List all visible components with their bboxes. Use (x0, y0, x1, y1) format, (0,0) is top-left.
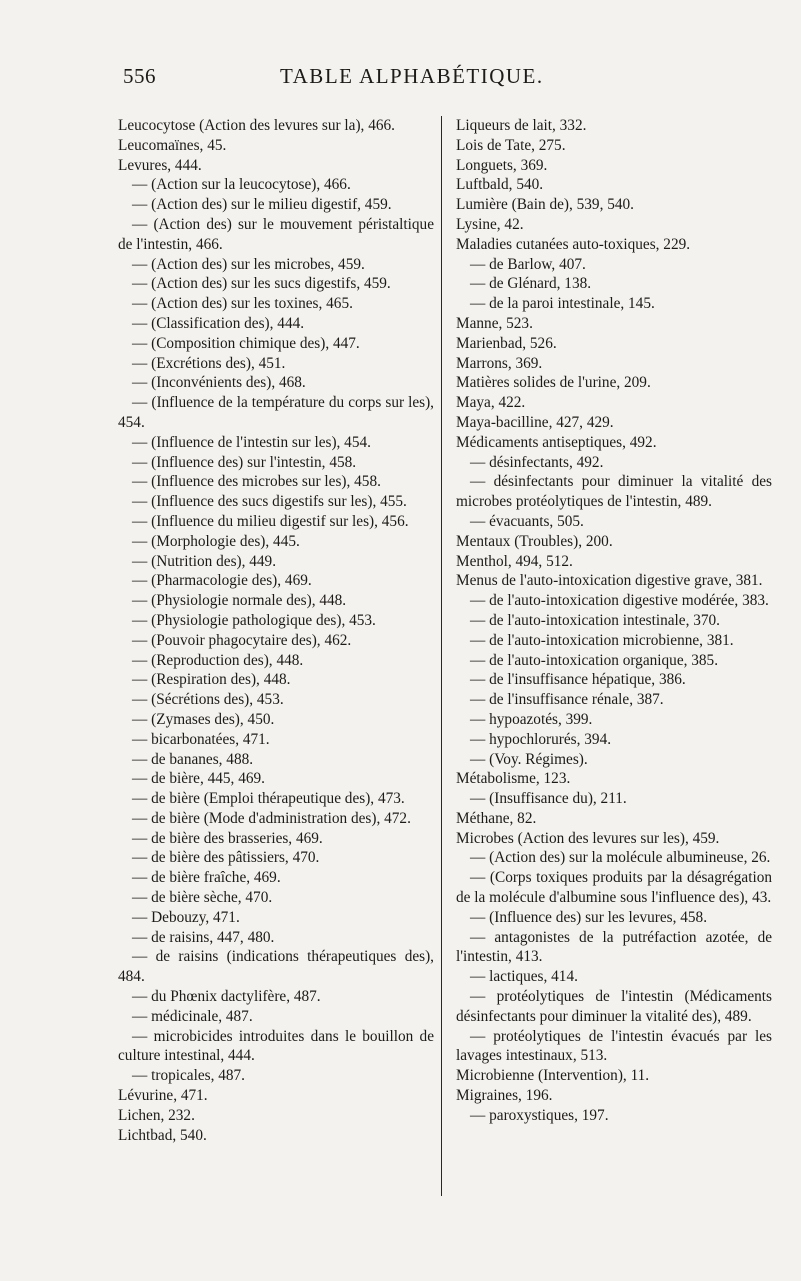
index-subentry: — (Inconvénients des), 468. (118, 373, 434, 393)
index-subentry: — (Influence des) sur l'intestin, 458. (118, 453, 434, 473)
index-subentry: — de raisins (indications thérapeutiques des), 484. (118, 947, 434, 987)
index-entry: Lumière (Bain de), 539, 540. (456, 196, 634, 214)
index-subentry: — Debouzy, 471. (118, 908, 434, 928)
index-subentry: — (Insuffisance du), 211. (456, 789, 772, 809)
index-entry: Métabolisme, 123. (456, 770, 571, 788)
index-subentry: — de bière (Mode d'administration des), 472. (118, 809, 434, 829)
index-subentry: — paroxystiques, 197. (456, 1106, 772, 1126)
index-entry: Maya-bacilline, 427, 429. (456, 413, 614, 431)
index-entry: Marienbad, 526. (456, 334, 557, 352)
index-entry: Menthol, 494, 512. (456, 552, 573, 570)
index-subentry: — bicarbonatées, 471. (118, 730, 434, 750)
index-subentry: — (Morphologie des), 445. (118, 532, 434, 552)
index-subentry: — (Reproduction des), 448. (118, 651, 434, 671)
index-entry: Marrons, 369. (456, 354, 543, 372)
index-subentry: — (Respiration des), 448. (118, 670, 434, 690)
index-entry: Leucocytose (Action des levures sur la), 466. (118, 117, 395, 134)
index-entry: Leucomaïnes, 45. (118, 136, 227, 154)
index-subentry: — (Physiologie normale des), 448. (118, 591, 434, 611)
index-entry: Migraines, 196. (456, 1087, 553, 1105)
index-entry: Lévurine, 471. (118, 1087, 208, 1105)
index-entry: Matières solides de l'urine, 209. (456, 374, 651, 392)
index-subentry: — (Physiologie pathologique des), 453. (118, 611, 434, 631)
index-entry: Lysine, 42. (456, 215, 524, 233)
index-subentry: — de la paroi intestinale, 145. (456, 294, 772, 314)
index-subentry: — (Action des) sur les toxines, 465. (118, 294, 434, 314)
index-subentry: — (Classification des), 444. (118, 314, 434, 334)
index-subentry: — (Influence de la température du corps sur les), 454. (118, 393, 434, 433)
index-subentry: — de bière sèche, 470. (118, 888, 434, 908)
index-entry: Lichen, 232. (118, 1106, 195, 1124)
index-entry: Médicaments antiseptiques, 492. (456, 433, 657, 451)
index-subentry: — (Influence des) sur les levures, 458. (456, 908, 772, 928)
index-subentry: — médicinale, 487. (118, 1007, 434, 1027)
index-subentry: — (Action des) sur le mouvement péristaltique de l'intestin, 466. (118, 215, 434, 255)
index-subentry: — (Voy. Régimes). (456, 750, 772, 770)
index-subentry: — de l'auto-intoxication organique, 385. (456, 651, 772, 671)
index-subentry: — protéolytiques de l'intestin (Médicaments désinfectants pour diminuer la vitalité des), 489. (456, 987, 772, 1027)
index-subentry: — hypoazotés, 399. (456, 710, 772, 730)
index-entry: Manne, 523. (456, 314, 533, 332)
index-subentry: — de l'insuffisance rénale, 387. (456, 690, 772, 710)
index-subentry: — désinfectants pour diminuer la vitalité des microbes protéolytiques de l'intestin, 489. (456, 472, 772, 512)
index-subentry: — de bière, 445, 469. (118, 769, 434, 789)
index-subentry: — du Phœnix dactylifère, 487. (118, 987, 434, 1007)
index-subentry: — de bière fraîche, 469. (118, 868, 434, 888)
index-subentry: — (Action des) sur les sucs digestifs, 459. (118, 274, 434, 294)
index-subentry: — (Action des) sur la molécule albumineuse, 26. (456, 848, 772, 868)
index-subentry: — hypochlorurés, 394. (456, 730, 772, 750)
index-subentry: — protéolytiques de l'intestin évacués par les lavages intestinaux, 513. (456, 1027, 772, 1067)
index-subentry: — désinfectants, 492. (456, 453, 772, 473)
running-title: TABLE ALPHABÉTIQUE. (280, 64, 544, 88)
index-subentry: — de l'auto-intoxication microbienne, 381. (456, 631, 772, 651)
index-subentry: — (Zymases des), 450. (118, 710, 434, 730)
index-subentry: — tropicales, 487. (118, 1066, 434, 1086)
index-subentry: — de bière des brasseries, 469. (118, 829, 434, 849)
index-entry: Maladies cutanées auto-toxiques, 229. (456, 235, 691, 253)
index-subentry: — de raisins, 447, 480. (118, 928, 434, 948)
index-subentry: — (Influence des microbes sur les), 458. (118, 472, 434, 492)
index-entry: Liqueurs de lait, 332. (456, 117, 587, 134)
index-subentry: — (Pharmacologie des), 469. (118, 571, 434, 591)
index-entry: Microbes (Action des levures sur les), 459. (456, 829, 720, 847)
index-subentry: — de l'auto-intoxication intestinale, 370. (456, 611, 772, 631)
index-subentry: — de bananes, 488. (118, 750, 434, 770)
index-subentry: — (Excrétions des), 451. (118, 354, 434, 374)
index-subentry: — (Action sur la leucocytose), 466. (118, 175, 434, 195)
index-entry: Lichtbad, 540. (118, 1126, 207, 1144)
index-subentry: — de bière des pâtissiers, 470. (118, 848, 434, 868)
index-entry: Méthane, 82. (456, 809, 537, 827)
index-subentry: — (Sécrétions des), 453. (118, 690, 434, 710)
index-column-right (456, 116, 772, 1126)
index-subentry: — (Influence des sucs digestifs sur les), 455. (118, 492, 434, 512)
page-number: 556 (123, 64, 156, 88)
index-entry: Levures, 444. (118, 156, 202, 174)
index-subentry: — (Influence du milieu digestif sur les), 456. (118, 512, 434, 532)
page-header (0, 64, 801, 94)
index-subentry: — microbicides introduites dans le bouillon de culture intestinal, 444. (118, 1027, 434, 1067)
index-entry: Microbienne (Intervention), 11. (456, 1067, 650, 1085)
index-subentry: — (Influence de l'intestin sur les), 454. (118, 433, 434, 453)
index-subentry: — (Action des) sur les microbes, 459. (118, 255, 434, 275)
index-column-left (118, 116, 434, 1145)
index-subentry: — (Corps toxiques produits par la désagrégation de la molécule d'albumine sous l'influence des), 43. (456, 868, 772, 908)
index-subentry: — lactiques, 414. (456, 967, 772, 987)
index-entry: Luftbald, 540. (456, 176, 544, 194)
index-subentry: — de l'insuffisance hépatique, 386. (456, 670, 772, 690)
index-entry: Maya, 422. (456, 394, 526, 412)
index-entry: Menus de l'auto-intoxication digestive grave, 381. (456, 572, 763, 590)
index-entry: Lois de Tate, 275. (456, 136, 566, 154)
index-subentry: — antagonistes de la putréfaction azotée, de l'intestin, 413. (456, 928, 772, 968)
index-subentry: — de Glénard, 138. (456, 274, 772, 294)
index-subentry: — (Nutrition des), 449. (118, 552, 434, 572)
index-subentry: — de l'auto-intoxication digestive modérée, 383. (456, 591, 772, 611)
index-subentry: — (Pouvoir phagocytaire des), 462. (118, 631, 434, 651)
index-subentry: — de bière (Emploi thérapeutique des), 473. (118, 789, 434, 809)
index-entry: Mentaux (Troubles), 200. (456, 532, 613, 550)
index-subentry: — évacuants, 505. (456, 512, 772, 532)
index-subentry: — (Action des) sur le milieu digestif, 459. (118, 195, 434, 215)
index-subentry: — de Barlow, 407. (456, 255, 772, 275)
column-divider (441, 116, 442, 1196)
index-subentry: — (Composition chimique des), 447. (118, 334, 434, 354)
index-entry: Longuets, 369. (456, 156, 548, 174)
